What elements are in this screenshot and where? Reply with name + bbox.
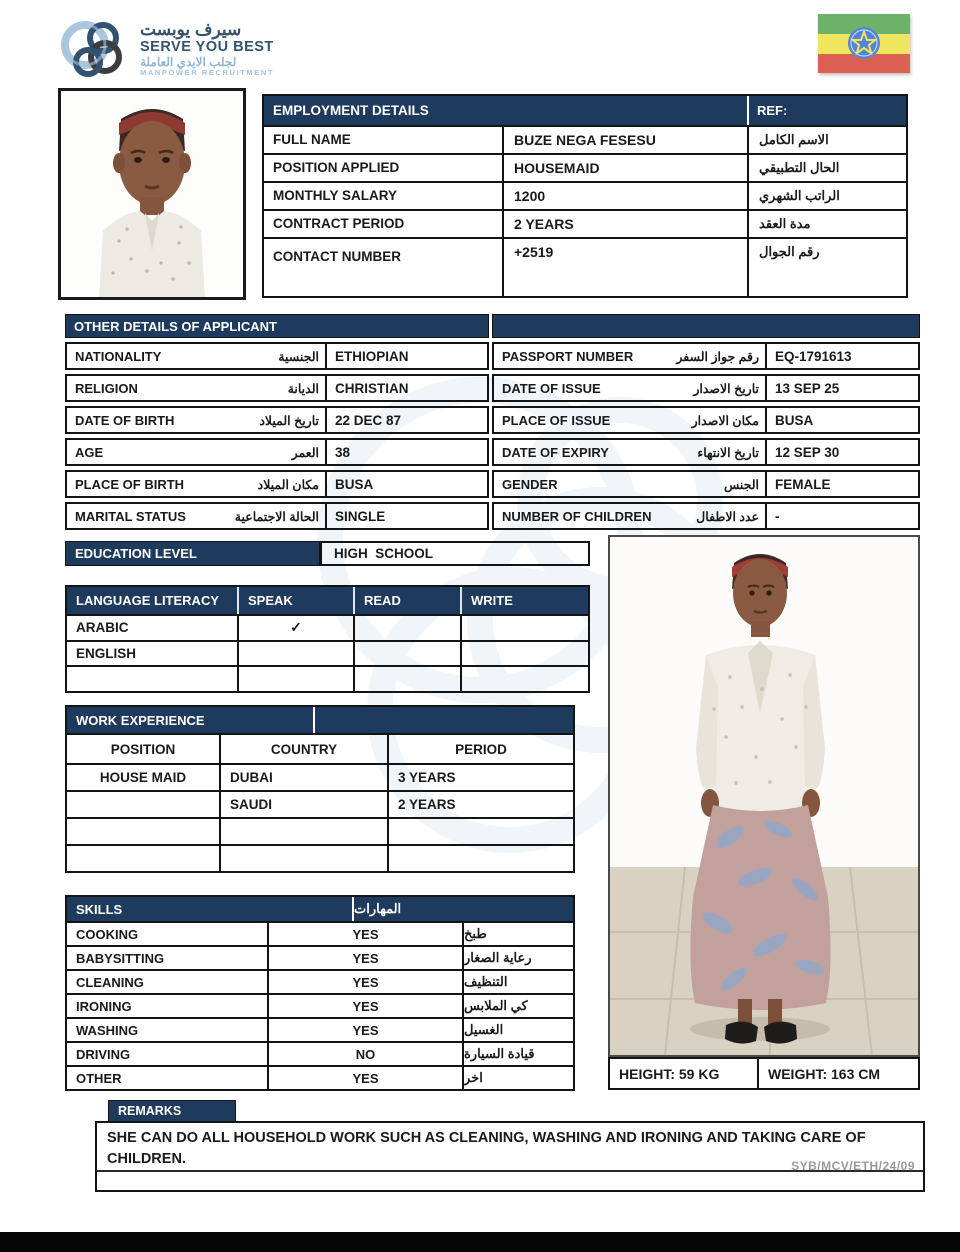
read-cell (353, 616, 460, 640)
country-cell: SAUDI (219, 792, 387, 817)
period-cell: 3 YEARS (387, 765, 573, 790)
table-row (264, 125, 906, 153)
field-arabic-label: مكان الاصدار (691, 413, 759, 428)
skill-arabic-label: كي الملابس (462, 995, 573, 1017)
field-value: FEMALE (765, 472, 918, 496)
speak-checkmark: ✓ (237, 616, 353, 640)
table-row (264, 237, 906, 296)
field-label: POSITION APPLIED (273, 160, 400, 176)
field-arabic-label: الراتب الشهري (747, 183, 906, 209)
field-label: DATE OF ISSUE (502, 380, 601, 396)
work-experience-title: WORK EXPERIENCE (67, 707, 313, 733)
table-row (67, 844, 573, 871)
country-cell: DUBAI (219, 765, 387, 790)
table-row (264, 209, 906, 237)
field-label: PLACE OF ISSUE (502, 412, 611, 428)
table-row (67, 945, 573, 969)
field-value: 2 YEARS (502, 211, 747, 237)
table-row (65, 470, 489, 498)
read-cell (353, 642, 460, 666)
table-row (67, 1041, 573, 1065)
table-row (492, 470, 920, 498)
field-arabic-label: العمر (291, 445, 319, 460)
read-cell (353, 667, 460, 691)
column-header: PERIOD (387, 735, 573, 763)
work-experience-header-bar (315, 707, 573, 733)
table-row (67, 763, 573, 790)
field-arabic-label: الجنسية (278, 349, 319, 364)
table-row (492, 502, 920, 530)
table-row (65, 502, 489, 530)
field-arabic-label: تاريخ الميلاد (259, 413, 319, 428)
field-label: AGE (75, 444, 104, 460)
skill-name: CLEANING (76, 974, 144, 990)
logo-arabic-tagline: لجلب الايدي العاملة (140, 54, 237, 69)
table-row (67, 969, 573, 993)
skill-arabic-label: رعاية الصغار (462, 947, 573, 969)
period-cell (387, 819, 573, 844)
field-value: BUZE NEGA FESESU (502, 127, 747, 153)
work-experience-table (65, 705, 575, 873)
field-label: GENDER (502, 476, 558, 492)
table-row (67, 614, 588, 640)
field-value: 12 SEP 30 (765, 440, 918, 464)
skill-name: BABYSITTING (76, 950, 165, 966)
skills-table (65, 895, 575, 1091)
table-row (67, 1065, 573, 1089)
table-row (67, 790, 573, 817)
table-row (67, 665, 588, 691)
document-code: SYB/MCV/ETH/24/09 (791, 1159, 915, 1173)
table-row (264, 153, 906, 181)
field-label: NATIONALITY (75, 348, 162, 364)
speak-cell (237, 642, 353, 666)
table-row (67, 993, 573, 1017)
employment-details-table (262, 94, 908, 298)
weight-value: WEIGHT: 163 CM (757, 1059, 918, 1088)
field-value: CHRISTIAN (325, 376, 487, 400)
period-cell: 2 YEARS (387, 792, 573, 817)
skill-name: WASHING (76, 1022, 139, 1038)
skill-arabic-label: التنظيف (462, 971, 573, 993)
column-header: COUNTRY (219, 735, 387, 763)
table-row (67, 640, 588, 666)
skill-value: YES (267, 995, 462, 1017)
field-label: DATE OF BIRTH (75, 412, 175, 428)
height-value: HEIGHT: 59 KG (619, 1065, 720, 1082)
skills-arabic-title: المهارات (354, 897, 573, 921)
skill-name: DRIVING (76, 1046, 131, 1062)
column-header: READ (353, 587, 460, 614)
field-value: 1200 (502, 183, 747, 209)
language-name (67, 667, 237, 691)
write-cell (460, 616, 588, 640)
field-arabic-label: رقم الجوال (747, 239, 906, 296)
field-label: CONTACT NUMBER (273, 248, 401, 264)
table-row (492, 342, 920, 370)
table-row (65, 438, 489, 466)
skill-name: COOKING (76, 926, 139, 942)
country-cell (219, 819, 387, 844)
field-value: 38 (325, 440, 487, 464)
field-label: PLACE OF BIRTH (75, 476, 185, 492)
table-row (67, 1017, 573, 1041)
agency-logo (58, 8, 288, 90)
applicant-portrait-photo (58, 88, 246, 300)
field-value: BUSA (325, 472, 487, 496)
field-arabic-label: الجنس (723, 477, 759, 492)
table-row (65, 374, 489, 402)
employment-title: EMPLOYMENT DETAILS (264, 96, 747, 125)
field-label: FULL NAME (273, 132, 351, 148)
bottom-scan-bar (0, 1232, 960, 1252)
table-row (492, 438, 920, 466)
table-row (65, 342, 489, 370)
field-value: ETHIOPIAN (325, 344, 487, 368)
logo-name: SERVE YOU BEST (140, 39, 274, 56)
remarks-box (95, 1121, 925, 1192)
remarks-title: REMARKS (108, 1100, 236, 1122)
position-cell: HOUSE MAID (99, 770, 187, 785)
remarks-text: SHE CAN DO ALL HOUSEHOLD WORK SUCH AS CLEANING, WASHING AND IRONING AND TAKING CARE OF CHILDREN. (107, 1130, 866, 1168)
field-arabic-label: الاسم الكامل (747, 127, 906, 153)
column-header: SPEAK (237, 587, 353, 614)
field-arabic-label: الديانة (287, 381, 319, 396)
field-label: MONTHLY SALARY (273, 188, 398, 204)
skill-value: NO (267, 1043, 462, 1065)
logo-arabic-name: سيرف يوبست (140, 20, 242, 40)
language-name: ARABIC (76, 620, 129, 636)
skills-title: SKILLS (67, 897, 352, 921)
knot-logo-icon (58, 12, 132, 86)
column-header: LANGUAGE LITERACY (76, 593, 219, 608)
field-label: RELIGION (75, 380, 138, 396)
ethiopia-flag-icon (818, 14, 910, 73)
other-details-title: OTHER DETAILS OF APPLICANT (65, 314, 489, 338)
field-arabic-label: الحال التطبيقي (747, 155, 906, 181)
column-header: POSITION (110, 741, 176, 757)
ref-label: REF: (749, 96, 906, 125)
field-label: NUMBER OF CHILDREN (502, 508, 652, 524)
table-row (67, 817, 573, 844)
table-row (67, 921, 573, 945)
position-cell (67, 819, 219, 844)
skill-value: YES (267, 1019, 462, 1041)
logo-tagline: MANPOWER RECRUITMENT (140, 68, 275, 78)
field-value: 13 SEP 25 (765, 376, 918, 400)
skill-arabic-label: طبخ (462, 923, 573, 945)
period-cell (387, 846, 573, 871)
table-row (264, 181, 906, 209)
field-value: EQ-1791613 (765, 344, 918, 368)
field-arabic-label: مدة العقد (747, 211, 906, 237)
skill-arabic-label: اخر (462, 1067, 573, 1089)
field-value: SINGLE (325, 504, 487, 528)
field-arabic-label: رقم جواز السفر (676, 349, 759, 364)
applicant-fullbody-photo (608, 535, 920, 1057)
field-label: PASSPORT NUMBER (502, 348, 634, 364)
other-details-header-bar (492, 314, 920, 338)
education-level-value: HIGH SCHOOL (320, 541, 590, 566)
education-level-label: EDUCATION LEVEL (65, 541, 320, 566)
field-value: +2519 (502, 239, 747, 296)
table-row (492, 374, 920, 402)
field-value: - (765, 504, 918, 528)
write-cell (460, 667, 588, 691)
skill-name: IRONING (76, 998, 132, 1014)
skill-value: YES (267, 923, 462, 945)
language-literacy-table (65, 585, 590, 693)
position-cell (67, 846, 219, 871)
other-details-right-table (492, 342, 920, 530)
skill-arabic-label: الغسيل (462, 1019, 573, 1041)
field-arabic-label: عدد الاطفال (696, 509, 759, 524)
skill-name: OTHER (76, 1070, 122, 1086)
language-name: ENGLISH (76, 646, 137, 661)
field-value: 22 DEC 87 (325, 408, 487, 432)
position-cell (67, 792, 219, 817)
skill-value: YES (267, 971, 462, 993)
write-cell (460, 642, 588, 666)
field-arabic-label: تاريخ الاصدار (693, 381, 759, 396)
country-cell (219, 846, 387, 871)
field-label: MARITAL STATUS (75, 508, 186, 524)
skill-arabic-label: قيادة السيارة (462, 1043, 573, 1065)
skill-value: YES (267, 1067, 462, 1089)
speak-cell (237, 667, 353, 691)
field-arabic-label: الحالة الاجتماعية (234, 509, 319, 524)
field-value: HOUSEMAID (502, 155, 747, 181)
field-value: BUSA (765, 408, 918, 432)
field-arabic-label: مكان الميلاد (257, 477, 319, 492)
other-details-left-table (65, 342, 489, 530)
field-label: DATE OF EXPIRY (502, 444, 609, 460)
table-row (492, 406, 920, 434)
field-arabic-label: تاريخ الانتهاء (697, 445, 759, 460)
column-header: WRITE (460, 587, 588, 614)
table-row (65, 406, 489, 434)
biometrics-bar (608, 1057, 920, 1090)
field-label: CONTRACT PERIOD (273, 216, 405, 232)
skill-value: YES (267, 947, 462, 969)
